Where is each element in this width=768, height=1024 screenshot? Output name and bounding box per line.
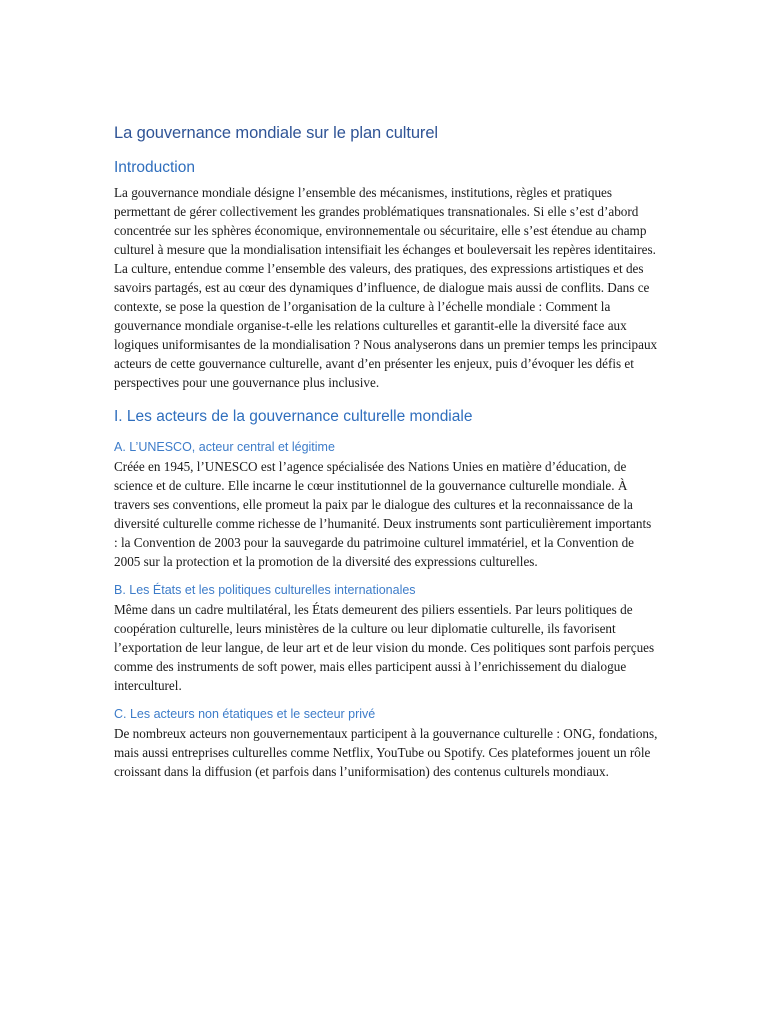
intro-paragraph: La gouvernance mondiale désigne l’ensemble des mécanismes, institutions, règles et pratiques permettant de gérer collectivement les grandes problématiques transnationales. Si elle s’est d’abord concentrée sur les sphères économique, environnementale ou sécuritaire, elle s’est étendue au champ culturel à mesure que la mondialisation intensifiait les échanges et bouleversait les repères identitaires. La culture, entendue comme l’ensemble des valeurs, des pratiques, des expressions artistiques et des savoirs partagés, est au cœur des dynamiques d’influence, de dialogue mais aussi de conflits. Dans ce contexte, se pose la question de l’organisation de la culture à l’échelle mondiale : Comment la gouvernance mondiale organise-t-elle les relations culturelles et garantit-elle la diversité face aux logiques uniformisantes de la mondialisation ? Nous analyserons dans un premier temps les principaux acteurs de cette gouvernance culturelle, avant d’en présenter les enjeux, puis d’évoquer les défis et perspectives pour une gouvernance plus inclusive. (114, 185, 658, 390)
intro-heading: Introduction (114, 159, 195, 176)
subsection-a-heading: A. L’UNESCO, acteur central et légitime (114, 440, 335, 454)
subsection-c-paragraph: De nombreux acteurs non gouvernementaux participent à la gouvernance culturelle : ONG, fondations, mais aussi entreprises culturelles comme Netflix, YouTube ou Spotify. Ces plateformes jouent un rôle croissant dans la diffusion (et parfois dans l’uniformisation) des contenus culturels mondiaux. (114, 726, 658, 779)
section1-heading: I. Les acteurs de la gouvernance culturelle mondiale (114, 408, 473, 425)
subsection-b-heading: B. Les États et les politiques culturelles internationales (114, 583, 416, 597)
subsection-c-heading: C. Les acteurs non étatiques et le secteur privé (114, 707, 376, 721)
document-title: La gouvernance mondiale sur le plan culturel (114, 124, 438, 142)
subsection-b-paragraph: Même dans un cadre multilatéral, les États demeurent des piliers essentiels. Par leurs politiques de coopération culturelle, leurs ministères de la culture ou leur diplomatie culturelle, ils favorisent l’exportation de leur langue, de leur art et de leur vision du monde. Ces politiques sont parfois perçues comme des instruments de soft power, mais elles participent aussi à l’enrichissement du dialogue interculturel. (114, 602, 655, 693)
subsection-a-paragraph: Créée en 1945, l’UNESCO est l’agence spécialisée des Nations Unies en matière d’éducation, de science et de culture. Elle incarne le cœur institutionnel de la gouvernance culturelle mondiale. À travers ses conventions, elle promeut la paix par le dialogue des cultures et la reconnaissance de la diversité culturelle comme richesse de l’humanité. Deux instruments sont particulièrement importants : la Convention de 2003 pour la sauvegarde du patrimoine culturel immatériel, et la Convention de 2005 sur la protection et la promotion de la diversité des expressions culturelles. (114, 459, 652, 569)
